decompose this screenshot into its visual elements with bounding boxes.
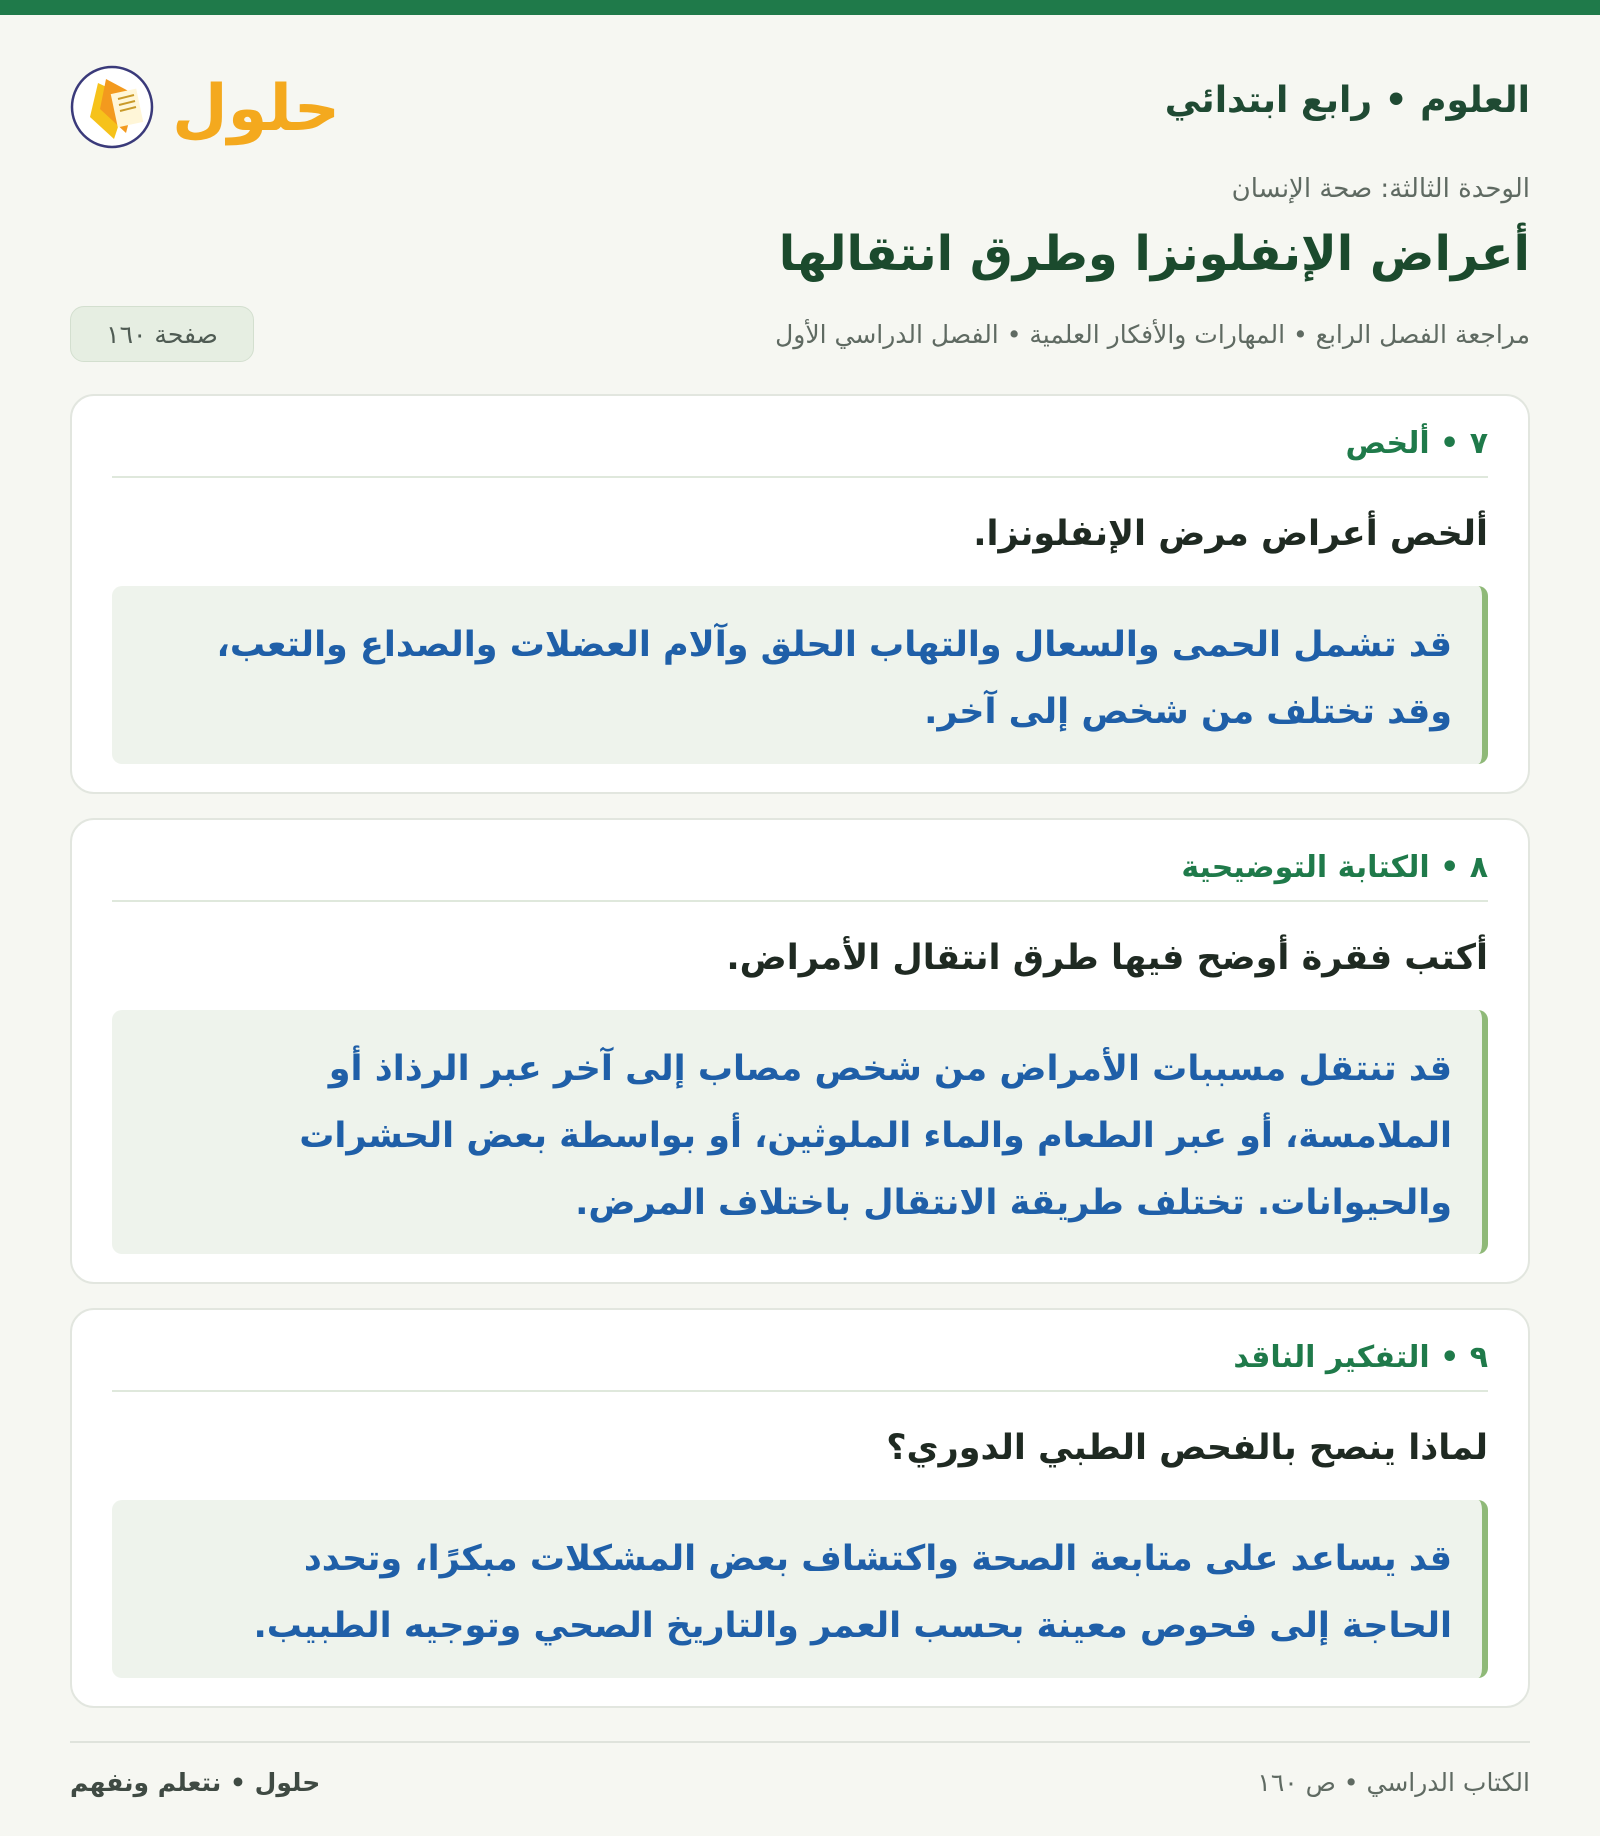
- answer-line: الملامسة، أو عبر الطعام والماء الملوثين، أو بواسطة بعض الحشرات: [299, 1116, 1452, 1156]
- question-text: لماذا ينصح بالفحص الطبي الدوري؟: [886, 1428, 1488, 1468]
- question-card: [70, 1308, 1530, 1708]
- hulul-logo[interactable]: [70, 45, 340, 165]
- question-text: ألخص أعراض مرض الإنفلونزا.: [973, 514, 1488, 554]
- footer-book-ref: الكتاب الدراسي • ص ١٦٠: [1257, 1768, 1530, 1797]
- answer-line: قد يساعد على متابعة الصحة واكتشاف بعض المشكلات مبكرًا، وتحدد: [303, 1539, 1452, 1579]
- subject-grade-title: العلوم • رابع ابتدائي: [1164, 80, 1530, 121]
- question-heading: ٨ • الكتابة التوضيحية: [112, 850, 1488, 902]
- answer-line: والحيوانات. تختلف طريقة الانتقال باختلاف المرض.: [575, 1183, 1452, 1223]
- footer-divider: [70, 1741, 1530, 1743]
- answer-line: وقد تختلف من شخص إلى آخر.: [924, 692, 1452, 732]
- top-accent-bar: [0, 0, 1600, 15]
- question-card: [70, 818, 1530, 1284]
- question-card: [70, 394, 1530, 794]
- answer-box: [112, 586, 1488, 764]
- answer-line: قد تشمل الحمى والسعال والتهاب الحلق وآلام العضلات والصداع والتعب،: [216, 625, 1452, 665]
- answer-line: قد تنتقل مسببات الأمراض من شخص مصاب إلى آخر عبر الرذاذ أو: [328, 1049, 1452, 1089]
- answer-line: الحاجة إلى فحوص معينة بحسب العمر والتاريخ الصحي وتوجيه الطبيب.: [253, 1606, 1452, 1646]
- answer-box: [112, 1500, 1488, 1678]
- footer-brand: حلول • نتعلم ونفهم: [70, 1768, 321, 1797]
- unit-label: الوحدة الثالثة: صحة الإنسان: [1231, 174, 1530, 204]
- question-text: أكتب فقرة أوضح فيها طرق انتقال الأمراض.: [726, 938, 1488, 978]
- page-header: [70, 45, 1530, 165]
- logo-text: حلول: [172, 72, 340, 146]
- page-number-badge: صفحة ١٦٠: [70, 306, 254, 362]
- page-title: أعراض الإنفلونزا وطرق انتقالها: [778, 226, 1530, 282]
- question-heading: ٧ • ألخص: [112, 426, 1488, 478]
- breadcrumb: مراجعة الفصل الرابع • المهارات والأفكار العلمية • الفصل الدراسي الأول: [775, 320, 1530, 349]
- answer-box: [112, 1010, 1488, 1254]
- question-heading: ٩ • التفكير الناقد: [112, 1340, 1488, 1392]
